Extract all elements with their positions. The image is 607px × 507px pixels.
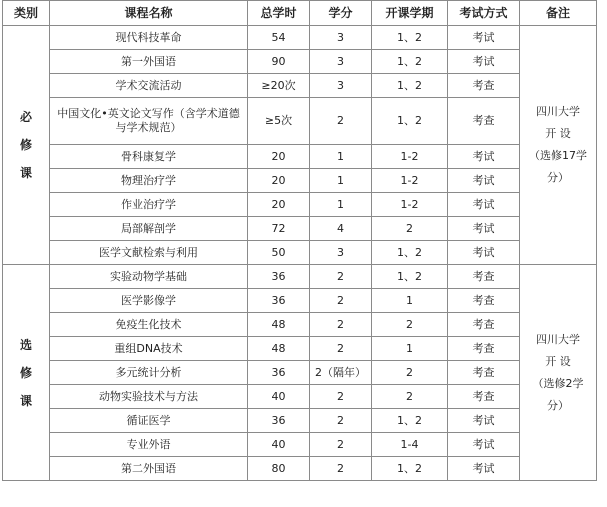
note-elective xyxy=(520,265,597,481)
course-name-cell: 第二外国语 xyxy=(50,457,248,481)
semester-cell: 1、2 xyxy=(372,457,448,481)
semester-cell: 1-2 xyxy=(372,193,448,217)
exam-method-cell: 考查 xyxy=(448,265,520,289)
credits-cell: 3 xyxy=(310,74,372,98)
table-row xyxy=(3,217,597,241)
total-hours-cell: 48 xyxy=(248,337,310,361)
exam-method-cell: 考查 xyxy=(448,74,520,98)
table-body xyxy=(3,26,597,481)
exam-method-cell: 考试 xyxy=(448,241,520,265)
note-line: 开 设 xyxy=(545,127,571,140)
semester-cell: 1、2 xyxy=(372,241,448,265)
header-row xyxy=(3,1,597,26)
note-line: 四川大学 xyxy=(536,105,580,118)
total-hours-cell: 48 xyxy=(248,313,310,337)
exam-method-cell: 考试 xyxy=(448,409,520,433)
course-name-cell: 现代科技革命 xyxy=(50,26,248,50)
table-row xyxy=(3,409,597,433)
category-char: 必 xyxy=(19,110,32,124)
header-category: 类别 xyxy=(3,1,50,26)
total-hours-cell: 54 xyxy=(248,26,310,50)
total-hours-cell: ≥20次 xyxy=(248,74,310,98)
note-line: （选修2学 xyxy=(532,376,584,390)
table-row xyxy=(3,145,597,169)
credits-cell: 1 xyxy=(310,193,372,217)
credits-cell: 3 xyxy=(310,50,372,74)
exam-method-cell: 考查 xyxy=(448,337,520,361)
semester-cell: 1、2 xyxy=(372,50,448,74)
category-char: 课 xyxy=(19,393,32,408)
semester-cell: 2 xyxy=(372,361,448,385)
course-name-cell: 多元统计分析 xyxy=(50,361,248,385)
course-name-cell: 免疫生化技术 xyxy=(50,313,248,337)
table-row xyxy=(3,385,597,409)
credits-cell: 2 xyxy=(310,457,372,481)
credits-cell: 2 xyxy=(310,265,372,289)
credits-cell: 2 xyxy=(310,313,372,337)
total-hours-cell: 72 xyxy=(248,217,310,241)
total-hours-cell: 40 xyxy=(248,433,310,457)
header-note: 备注 xyxy=(520,1,597,26)
course-name-cell: 物理治疗学 xyxy=(50,169,248,193)
credits-cell: 2 xyxy=(310,337,372,361)
table-row xyxy=(3,74,597,98)
note-required xyxy=(520,26,597,265)
credits-cell: 4 xyxy=(310,217,372,241)
exam-method-cell: 考查 xyxy=(448,313,520,337)
course-name-cell: 医学文献检索与利用 xyxy=(50,241,248,265)
table-row xyxy=(3,337,597,361)
semester-cell: 1、2 xyxy=(372,98,448,145)
header-semester: 开课学期 xyxy=(372,1,448,26)
semester-cell: 2 xyxy=(372,313,448,337)
category-char: 课 xyxy=(19,166,32,180)
total-hours-cell: ≥5次 xyxy=(248,98,310,145)
course-table xyxy=(2,0,597,481)
header-course-name: 课程名称 xyxy=(50,1,248,26)
credits-cell: 2 xyxy=(310,98,372,145)
semester-cell: 1-2 xyxy=(372,169,448,193)
table-row xyxy=(3,26,597,50)
exam-method-cell: 考试 xyxy=(448,457,520,481)
total-hours-cell: 50 xyxy=(248,241,310,265)
table-row xyxy=(3,289,597,313)
semester-cell: 1、2 xyxy=(372,26,448,50)
total-hours-cell: 36 xyxy=(248,361,310,385)
semester-cell: 1、2 xyxy=(372,265,448,289)
course-name-cell: 学术交流活动 xyxy=(50,74,248,98)
total-hours-cell: 80 xyxy=(248,457,310,481)
table-row xyxy=(3,169,597,193)
course-name-cell: 作业治疗学 xyxy=(50,193,248,217)
semester-cell: 1 xyxy=(372,289,448,313)
exam-method-cell: 考查 xyxy=(448,361,520,385)
credits-cell: 2（隔年） xyxy=(310,361,372,385)
semester-cell: 1 xyxy=(372,337,448,361)
category-elective xyxy=(3,265,50,481)
exam-method-cell: 考试 xyxy=(448,26,520,50)
credits-cell: 2 xyxy=(310,409,372,433)
exam-method-cell: 考查 xyxy=(448,289,520,313)
table-row xyxy=(3,50,597,74)
credits-cell: 3 xyxy=(310,26,372,50)
table-row xyxy=(3,313,597,337)
course-name-cell: 中国文化•英文论文写作（含学术道德与学术规范） xyxy=(50,98,248,145)
total-hours-cell: 20 xyxy=(248,169,310,193)
category-char: 修 xyxy=(19,138,32,152)
exam-method-cell: 考试 xyxy=(448,145,520,169)
credits-cell: 2 xyxy=(310,289,372,313)
total-hours-cell: 20 xyxy=(248,145,310,169)
course-name-cell: 骨科康复学 xyxy=(50,145,248,169)
course-name-cell: 循证医学 xyxy=(50,409,248,433)
course-name-cell: 局部解剖学 xyxy=(50,217,248,241)
credits-cell: 2 xyxy=(310,385,372,409)
category-required xyxy=(3,26,50,265)
semester-cell: 1、2 xyxy=(372,409,448,433)
table-row xyxy=(3,361,597,385)
semester-cell: 2 xyxy=(372,217,448,241)
note-line: 分） xyxy=(547,398,569,412)
total-hours-cell: 36 xyxy=(248,289,310,313)
course-name-cell: 动物实验技术与方法 xyxy=(50,385,248,409)
header-exam-method: 考试方式 xyxy=(448,1,520,26)
credits-cell: 1 xyxy=(310,169,372,193)
table-row xyxy=(3,457,597,481)
semester-cell: 2 xyxy=(372,385,448,409)
course-name-cell: 第一外国语 xyxy=(50,50,248,74)
exam-method-cell: 考查 xyxy=(448,385,520,409)
header-total-hours: 总学时 xyxy=(248,1,310,26)
semester-cell: 1-2 xyxy=(372,145,448,169)
table-row xyxy=(3,433,597,457)
course-name-cell: 医学影像学 xyxy=(50,289,248,313)
exam-method-cell: 考试 xyxy=(448,169,520,193)
header-credits: 学分 xyxy=(310,1,372,26)
semester-cell: 1-4 xyxy=(372,433,448,457)
total-hours-cell: 40 xyxy=(248,385,310,409)
course-name-cell: 专业外语 xyxy=(50,433,248,457)
note-line: 分） xyxy=(547,171,569,184)
exam-method-cell: 考试 xyxy=(448,217,520,241)
semester-cell: 1、2 xyxy=(372,74,448,98)
credits-cell: 3 xyxy=(310,241,372,265)
category-char: 选 xyxy=(19,337,32,352)
table-row xyxy=(3,241,597,265)
course-name-cell: 实验动物学基础 xyxy=(50,265,248,289)
exam-method-cell: 考查 xyxy=(448,98,520,145)
note-line: 四川大学 xyxy=(536,332,580,346)
total-hours-cell: 36 xyxy=(248,409,310,433)
note-line: （选修17学 xyxy=(529,149,587,162)
table-row xyxy=(3,193,597,217)
category-char: 修 xyxy=(19,365,32,380)
exam-method-cell: 考试 xyxy=(448,193,520,217)
table-row xyxy=(3,98,597,145)
total-hours-cell: 20 xyxy=(248,193,310,217)
credits-cell: 1 xyxy=(310,145,372,169)
exam-method-cell: 考试 xyxy=(448,50,520,74)
exam-method-cell: 考试 xyxy=(448,433,520,457)
credits-cell: 2 xyxy=(310,433,372,457)
total-hours-cell: 90 xyxy=(248,50,310,74)
note-line: 开 设 xyxy=(545,354,571,368)
course-name-cell: 重组DNA技术 xyxy=(50,337,248,361)
total-hours-cell: 36 xyxy=(248,265,310,289)
table-row xyxy=(3,265,597,289)
